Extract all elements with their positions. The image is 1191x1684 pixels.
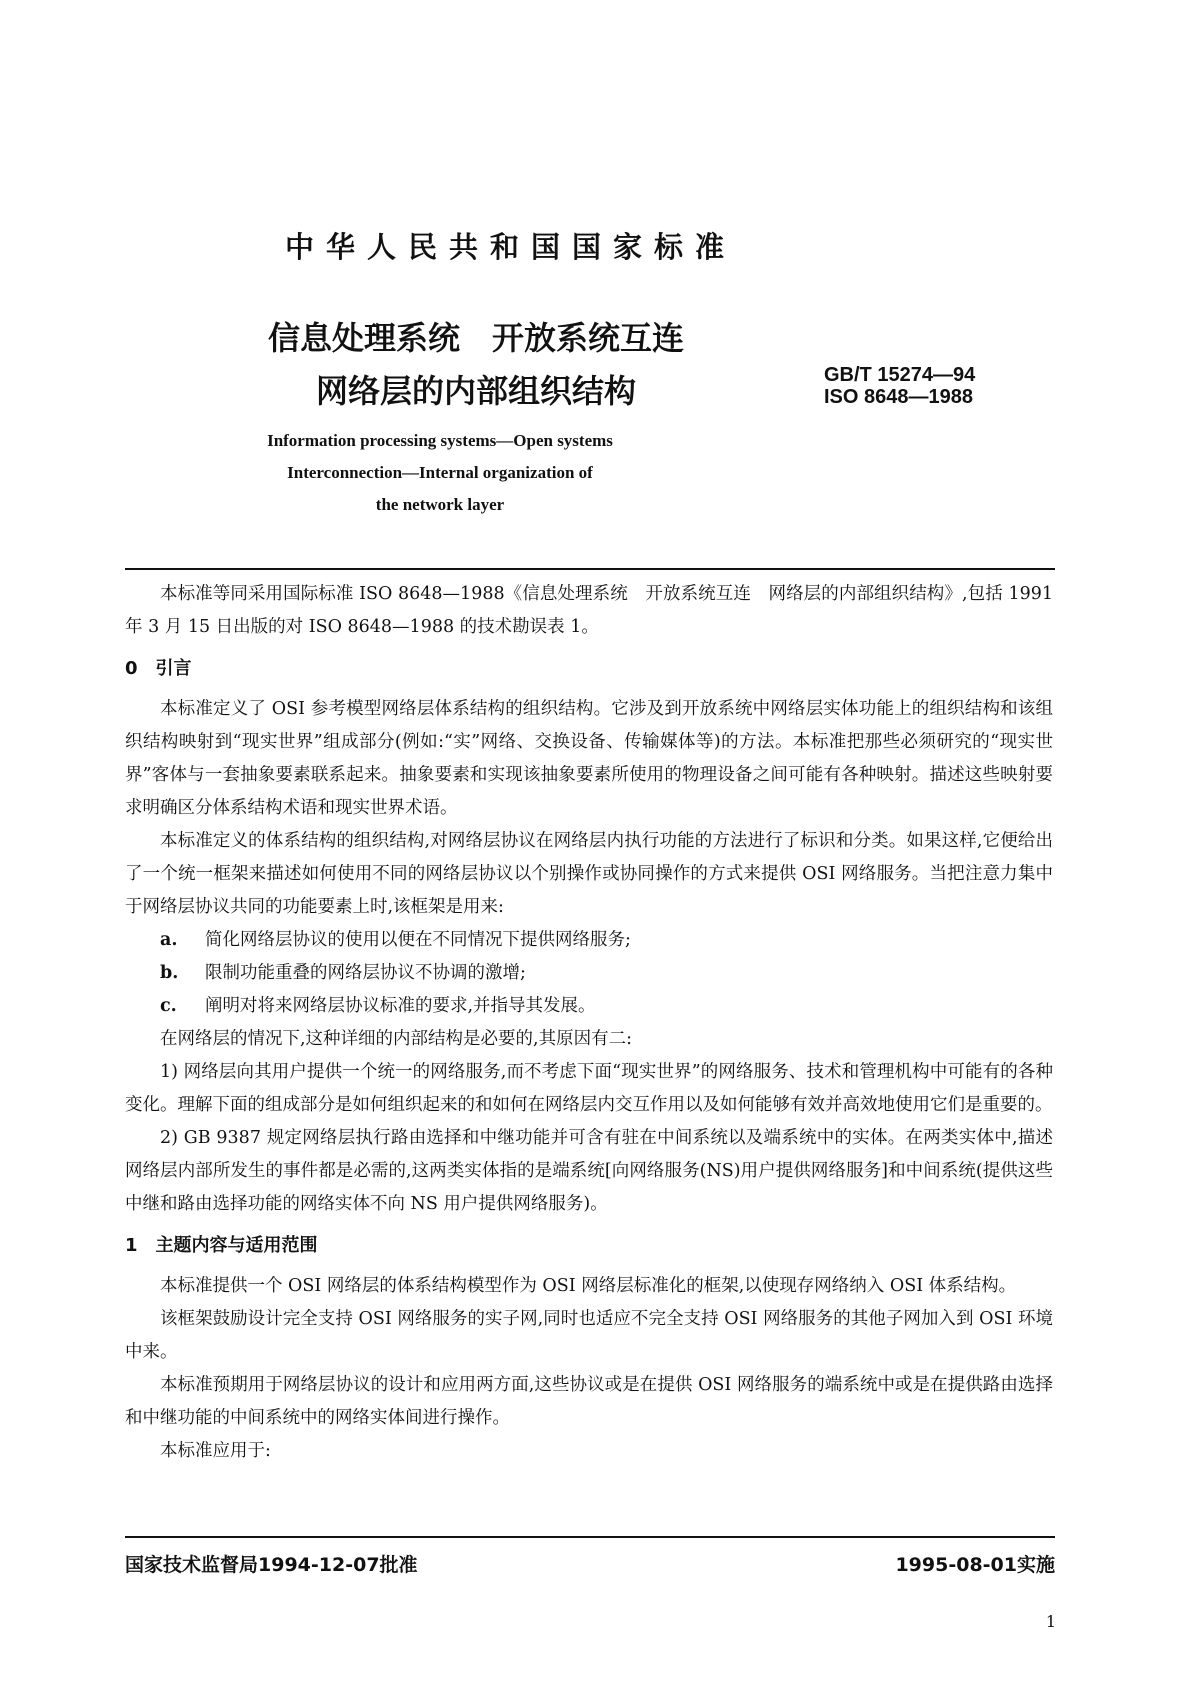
list-text: 阐明对将来网络层协议标准的要求,并指导其发展。 <box>205 996 596 1016</box>
section-0-paragraph-5: 2) GB 9387 规定网络层执行路由选择和中继功能并可含有驻在中间系统以及端系统中的实体。在两类实体中,描述网络层内部所发生的事件都是必需的,这两类实体指的是端系统[向网络服务(NS)用户提供网络服务]和中间系统(提供这些中继和路由选择功能的网络实体不向 NS 用户提供网络服务)。 <box>125 1128 1053 1214</box>
section-0-paragraph-4: 1) 网络层向其用户提供一个统一的网络服务,而不考虑下面“现实世界”的网络服务、技术和管理机构中可能有的各种变化。理解下面的组成部分是如何组织起来的和如何在网络层内交互作用以及如何能够有效并高效地使用它们是重要的。 <box>125 1062 1053 1115</box>
section-1-paragraph-4: 本标准应用于: <box>160 1441 271 1461</box>
list-item-c <box>125 990 1053 1023</box>
header-divider <box>125 568 1055 570</box>
section-0-paragraph-3: 在网络层的情况下,这种详细的内部结构是必要的,其原因有二: <box>160 1029 633 1049</box>
standard-code-block <box>824 364 975 408</box>
list-marker: a. <box>160 930 178 950</box>
section-0-paragraph-2: 本标准定义的体系结构的组织结构,对网络层协议在网络层内执行功能的方法进行了标识和分类。如果这样,它便给出了一个统一框架来描述如何使用不同的网络层协议以个别操作或协同操作的方式来提供 OSI 网络服务。当把注意力集中于网络层协议共同的功能要素上时,该框架是用来: <box>125 831 1053 917</box>
title-en-line3: the network layer <box>375 495 505 514</box>
list-text: 简化网络层协议的使用以便在不同情况下提供网络服务; <box>205 930 631 950</box>
list-text: 限制功能重叠的网络层协议不协调的激增; <box>205 963 526 983</box>
title-en-line2: Interconnection—Internal organization of <box>287 463 593 482</box>
section-0-heading: 0 引言 <box>125 658 192 679</box>
document-body <box>125 578 1053 1468</box>
approval-line: 国家技术监督局1994-12-07批准 <box>125 1554 418 1576</box>
implementation-line: 1995-08-01实施 <box>895 1554 1055 1576</box>
page-number: 1 <box>1045 1612 1056 1631</box>
list-marker: c. <box>160 996 177 1016</box>
section-0-paragraph-1: 本标准定义了 OSI 参考模型网络层体系结构的组织结构。它涉及到开放系统中网络层实体功能上的组织结构和该组织结构映射到“现实世界”组成部分(例如:“实”网络、交换设备、传输媒体等)的方法。本标准把那些必须研究的“现实世界”客体与一套抽象要素联系起来。抽象要素和实现该抽象要素所使用的物理设备之间可能有各种映射。描述这些映射要求明确区分体系结构术语和现实世界术语。 <box>125 699 1053 818</box>
gb-code: GB/T 15274—94 <box>824 364 976 386</box>
list-item-b <box>125 957 1053 990</box>
footer-divider <box>125 1536 1055 1538</box>
iso-code: ISO 8648—1988 <box>824 386 973 408</box>
section-1-paragraph-3: 本标准预期用于网络层协议的设计和应用两方面,这些协议或是在提供 OSI 网络服务的端系统中或是在提供路由选择和中继功能的中间系统中的网络实体间进行操作。 <box>125 1375 1053 1428</box>
title-zh-line2: 网络层的内部组织结构 <box>316 372 637 410</box>
title-zh-line1: 信息处理系统 开放系统互连 <box>268 319 685 357</box>
section-1-paragraph-2: 该框架鼓励设计完全支持 OSI 网络服务的实子网,同时也适应不完全支持 OSI 网络服务的其他子网加入到 OSI 环境中来。 <box>125 1309 1053 1362</box>
list-item-a <box>125 924 1053 957</box>
title-en-line1: Information processing systems—Open systems <box>267 431 613 450</box>
list-marker: b. <box>160 963 179 983</box>
section-1-paragraph-1: 本标准提供一个 OSI 网络层的体系结构模型作为 OSI 网络层标准化的框架,以使现存网络纳入 OSI 体系结构。 <box>160 1276 1017 1296</box>
intro-paragraph: 本标准等同采用国际标准 ISO 8648—1988《信息处理系统 开放系统互连 网络层的内部组织结构》,包括 1991 年 3 月 15 日出版的对 ISO 8648—1988 的技术勘误表 1。 <box>125 584 1053 637</box>
section-1-heading: 1 主题内容与适用范围 <box>125 1235 318 1256</box>
national-standard-header: 中华人民共和国国家标准 <box>285 230 737 264</box>
title-en-block <box>0 425 880 521</box>
